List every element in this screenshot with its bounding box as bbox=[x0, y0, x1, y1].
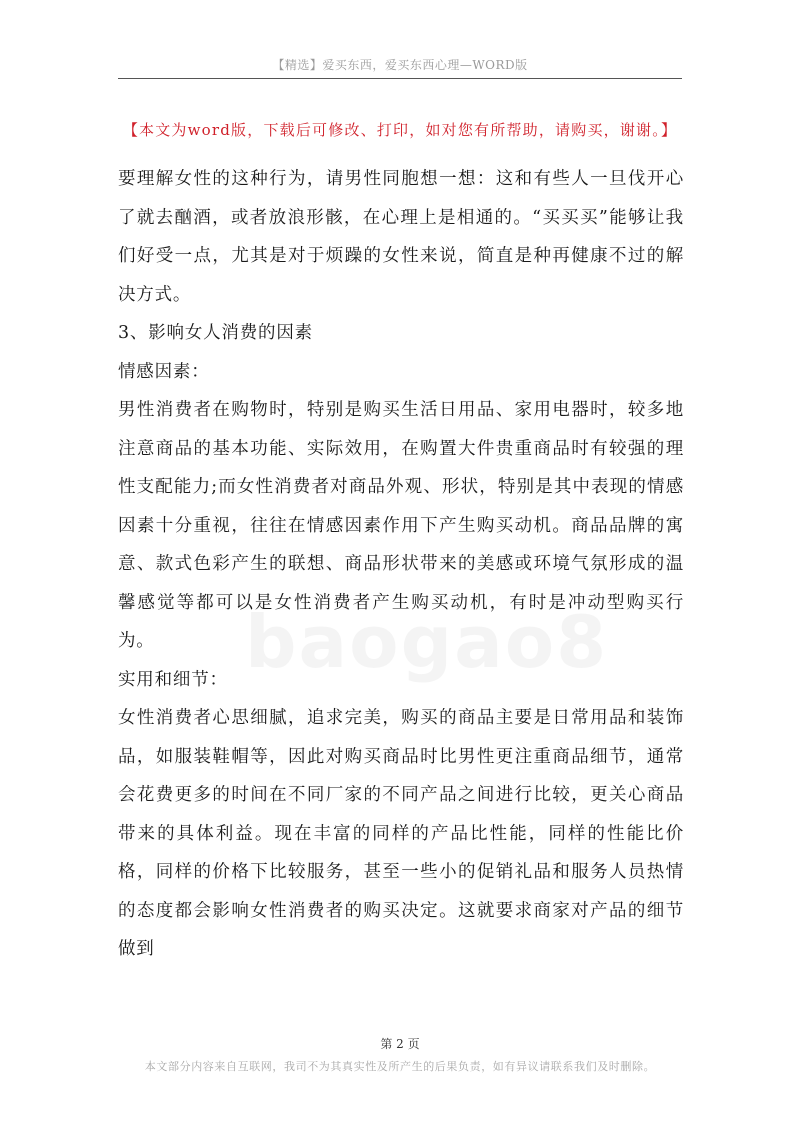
section-heading: 3、影响女人消费的因素 bbox=[118, 323, 313, 343]
document-body bbox=[118, 160, 684, 969]
paragraph-intro: 要理解女性的这种行为，请男性同胞想一想：这和有些人一旦伐开心了就去酗酒，或者放浪形骸，在心理上是相通的。“买买买”能够让我们好受一点，尤其是对于烦躁的女性来说，简直是种再健康不过的解决方式。 bbox=[118, 169, 684, 305]
subheading-emotional: 情感因素： bbox=[118, 361, 210, 382]
header-divider bbox=[118, 78, 682, 79]
subheading-practical: 实用和细节： bbox=[118, 669, 228, 690]
page-number: 第 2 页 bbox=[380, 1037, 420, 1051]
paragraph-practical: 女性消费者心思细腻，追求完美，购买的商品主要是日常用品和装饰品，如服装鞋帽等，因此对购买商品时比男性更注重商品细节，通常会花费更多的时间在不同厂家的不同产品之间进行比较，更关心商品带来的具体利益。现在丰富的同样的产品比性能，同样的性能比价格，同样的价格下比较服务，甚至一些小的促销礼品和服务人员热情的态度都会影响女性消费者的购买决定。这就要求商家对产品的细节做到 bbox=[118, 708, 684, 959]
download-notice: 【本文为word版，下载后可修改、打印，如对您有所帮助，请购买，谢谢。】 bbox=[122, 121, 678, 139]
paragraph-emotional: 男性消费者在购物时，特别是购买生活日用品、家用电器时，较多地注意商品的基本功能、实际效用，在购置大件贵重商品时有较强的理性支配能力;而女性消费者对商品外观、形状，特别是其中表现的情感因素十分重视，往往在情感因素作用下产生购买动机。商品品牌的寓意、款式色彩产生的联想、商品形状带来的美感或环境气氛形成的温馨感觉等都可以是女性消费者产生购买动机，有时是冲动型购买行为。 bbox=[118, 400, 684, 651]
page-footer: 本文部分内容来自互联网，我司不为其真实性及所产生的后果负责，如有异议请联系我们及时删除。 bbox=[144, 1060, 656, 1073]
page-header: 【精选】爱买东西，爱买东西心理—WORD版 bbox=[272, 58, 528, 72]
